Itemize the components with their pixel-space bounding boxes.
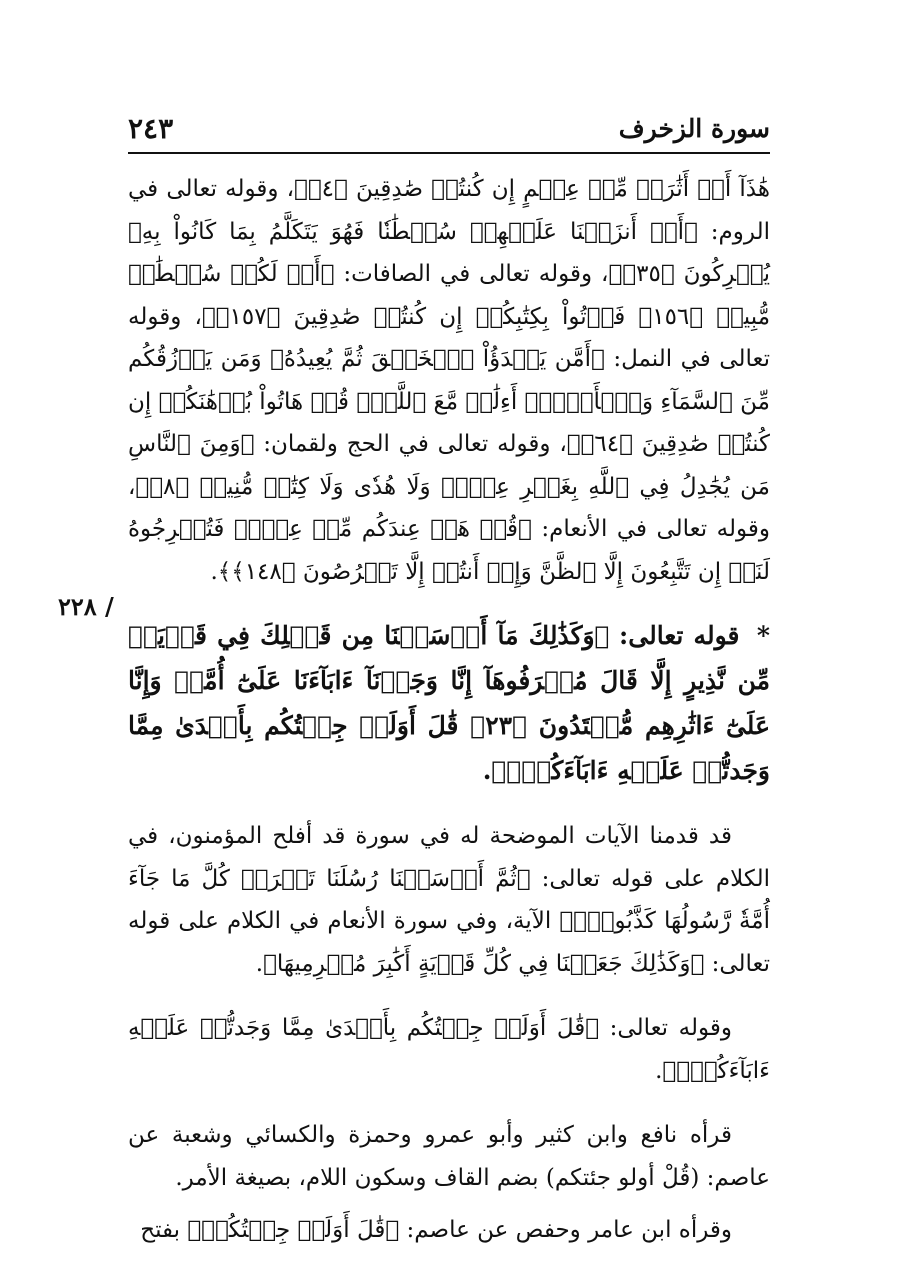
page-number: ٢٤٣ xyxy=(128,112,174,145)
paragraph-explanation: قد قدمنا الآيات الموضحة له في سورة قد أفلح المؤمنون، في الكلام على قوله تعالى: ﴿ثُمَّ أَرۡسَلۡنَا رُسُلَنَا تَتۡرَاۖ كُلَّ مَا جَآءَ أُمَّةٗ رَّسُولُهَا كَذَّبُوهُۖ﴾ الآية، وفي سورة الأنعام في الكلام على قوله تعالى: ﴿وَكَذَٰلِكَ جَعَلۡنَا فِي كُلِّ قَرۡيَةٍ أَكَٰبِرَ مُجۡرِمِيهَا﴾. xyxy=(128,823,770,977)
verse-heading-lead: قوله تعالى: xyxy=(619,621,740,650)
page-header xyxy=(128,112,770,152)
header-divider xyxy=(128,152,770,154)
paragraph-qiraat-second: وقرأه ابن عامر وحفص عن عاصم: ﴿قَٰلَ أَوَلَوۡ جِئۡتُكُمۡ﴾ بفتح xyxy=(140,1217,732,1243)
verse-heading-quote: ﴿وَكَذَٰلِكَ مَآ أَرۡسَلۡنَا مِن قَبۡلِكَ فِي قَرۡيَةٖ مِّن نَّذِيرٍ إِلَّا قَالَ مُتۡرَفُوهَآ إِنَّا وَجَدۡنَآ ءَابَآءَنَا عَلَىٰٓ أُمَّةٖ وَإِنَّا عَلَىٰٓ ءَاثَٰرِهِم مُّقۡتَدُونَ ﴿٢٣﴾ قَٰلَ أَوَلَوۡ جِئۡتُكُم بِأَهۡدَىٰ مِمَّا وَجَدتُّمۡ عَلَيۡهِ ءَابَآءَكُمۡۖ﴾. xyxy=(128,621,770,785)
paragraph-qiraat-verse: وقوله تعالى: ﴿قَٰلَ أَوَلَوۡ جِئۡتُكُم بِأَهۡدَىٰ مِمَّا وَجَدتُّمۡ عَلَيۡهِ ءَابَآءَكُمۡۖ﴾. xyxy=(128,1015,770,1084)
paragraph-opening-citations: هَٰذَآ أَوۡ أَثَٰرَةٖ مِّنۡ عِلۡمٍ إِن كُنتُمۡ صَٰدِقِينَ ﴿٤﴾﴾، وقوله تعالى في الروم: ﴿أَمۡ أَنزَلۡنَا عَلَيۡهِمۡ سُلۡطَٰنٗا فَهُوَ يَتَكَلَّمُ بِمَا كَانُواْ بِهِۦ يُشۡرِكُونَ ﴿٣٥﴾﴾، وقوله تعالى في الصافات: ﴿أَمۡ لَكُمۡ سُلۡطَٰنٞ مُّبِينٞ ﴿١٥٦﴾ فَأۡتُواْ بِكِتَٰبِكُمۡ إِن كُنتُمۡ صَٰدِقِينَ ﴿١٥٧﴾﴾، وقوله تعالى في النمل: ﴿أَمَّن يَبۡدَؤُاْ ٱلۡخَلۡقَ ثُمَّ يُعِيدُهُۥ وَمَن يَرۡزُقُكُم مِّنَ ٱلسَّمَآءِ وَٱلۡأَرۡضِۗ أَءِلَٰهٞ مَّعَ ٱللَّهِۚ قُلۡ هَاتُواْ بُرۡهَٰنَكُمۡ إِن كُنتُمۡ صَٰدِقِينَ ﴿٦٤﴾﴾، وقوله تعالى في الحج ولقمان: ﴿وَمِنَ ٱلنَّاسِ مَن يُجَٰدِلُ فِي ٱللَّهِ بِغَيۡرِ عِلۡمٖ وَلَا هُدٗى وَلَا كِتَٰبٖ مُّنِيرٖ ﴿٨﴾﴾، وقوله تعالى في الأنعام: ﴿قُلۡ هَلۡ عِندَكُم مِّنۡ عِلۡمٖ فَتُخۡرِجُوهُ لَنَآۖ إِن تَتَّبِعُونَ إِلَّا ٱلظَّنَّ وَإِنۡ أَنتُمۡ إِلَّا تَخۡرُصُونَ ﴿١٤٨﴾﴾. xyxy=(128,176,771,585)
surah-title: سورة الزخرف xyxy=(618,114,770,143)
page-body xyxy=(128,168,770,1252)
paragraph-verse-heading xyxy=(128,613,770,793)
marginal-page-reference: / ٢٢٨ xyxy=(58,592,114,621)
section-star-marker: * xyxy=(756,621,770,650)
paragraph-qiraat-first: قرأه نافع وابن كثير وأبو عمرو وحمزة والكسائي وشعبة عن عاصم: (قُلْ أولو جئتكم) بضم القاف وسكون اللام، بصيغة الأمر. xyxy=(128,1122,770,1191)
